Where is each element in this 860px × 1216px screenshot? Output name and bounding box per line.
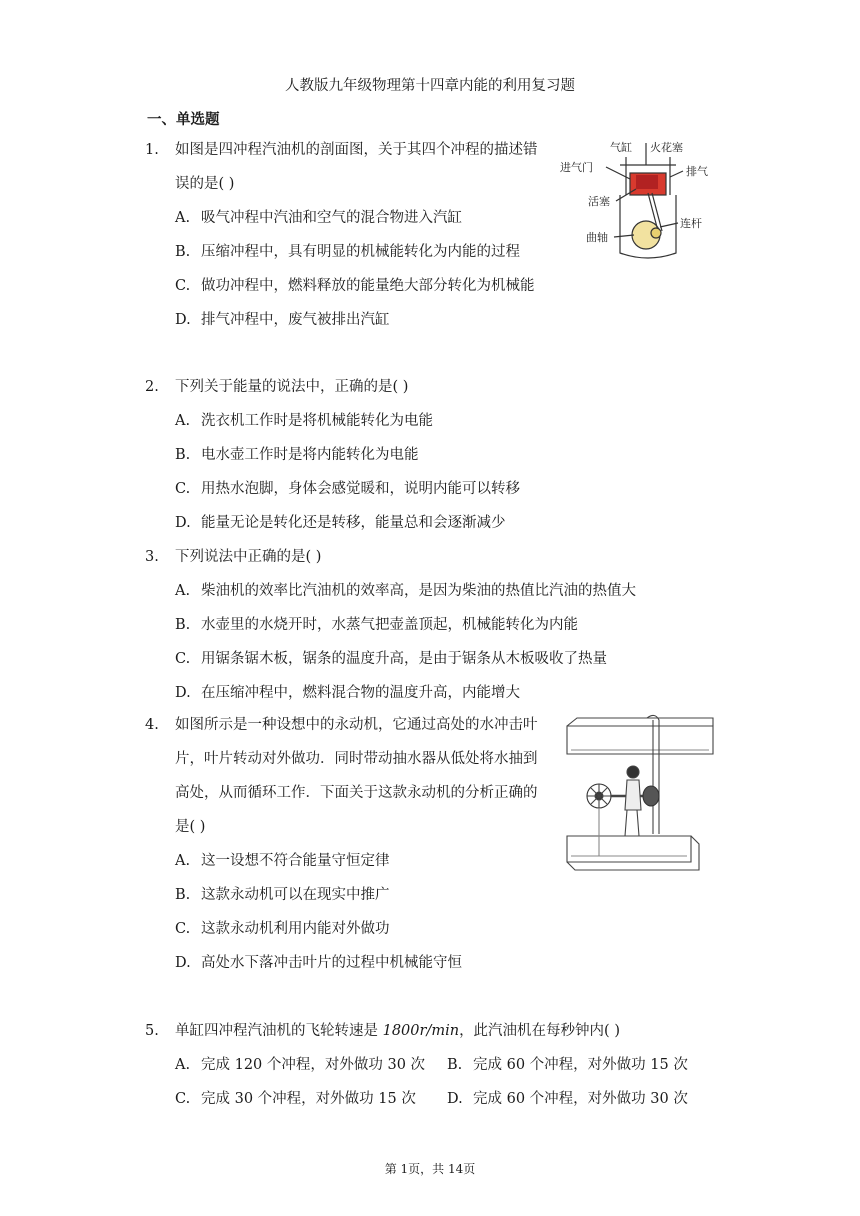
option-letter: B. [175,244,191,260]
option-letter: D. [175,685,191,701]
option-letter: C. [175,278,191,294]
question-number: 3. [145,549,159,565]
option-text: 完成 60 个冲程，对外做功 15 次 [473,1057,688,1073]
option-letter: D. [175,955,191,971]
label-exhaust: 排气 [686,165,708,178]
question-stem-line: 下列关于能量的说法中，正确的是( ) [175,379,409,395]
question-4 [145,708,565,980]
option-letter: B. [175,617,191,633]
question-stem [175,1014,620,1048]
question-number: 2. [145,379,159,395]
option-text: 电水壶工作时是将内能转化为电能 [201,447,419,463]
option-text: 做功冲程中，燃料释放的能量绝大部分转化为机械能 [201,278,535,294]
question-1 [145,133,565,333]
label-spark-plug: 火花塞 [650,141,683,154]
question-stem-line: 如图所示是一种设想中的永动机，它通过高处的水冲击叶 [175,717,538,733]
section-heading: 一、单选题 [147,112,220,128]
option-d [175,506,506,540]
option-letter: A. [175,210,191,226]
option-c [175,912,390,946]
option-a [175,404,433,438]
option-letter: D. [447,1091,463,1107]
option-c [175,1082,416,1116]
page-footer: 第 1页，共 14页 [384,1162,476,1176]
option-text: 压缩冲程中，具有明显的机械能转化为内能的过程 [201,244,520,260]
option-d [175,676,520,710]
question-stem-text: ，此汽油机在每秒钟内( ) [459,1023,620,1039]
option-a [175,574,636,608]
option-b [175,438,419,472]
option-letter: A. [175,1057,191,1073]
label-intake-valve: 进气门 [560,161,593,174]
option-letter: A. [175,583,191,599]
option-text: 用锯条锯木板，锯条的温度升高，是由于锯条从木板吸收了热量 [201,651,607,667]
option-letter: A. [175,413,191,429]
option-text: 完成 30 个冲程，对外做功 15 次 [201,1091,416,1107]
option-text: 这一设想不符合能量守恒定律 [201,853,390,869]
page-title: 人教版九年级物理第十四章内能的利用复习题 [285,78,575,94]
question-2 [145,370,745,540]
option-letter: B. [175,887,191,903]
option-text: 完成 60 个冲程，对外做功 30 次 [473,1091,688,1107]
option-text: 在压缩冲程中，燃料混合物的温度升高，内能增大 [201,685,520,701]
rotation-speed: 1800r/min [382,1023,460,1039]
question-stem-line: 误的是( ) [175,176,235,192]
option-letter: C. [175,651,191,667]
option-letter: B. [175,447,191,463]
option-a [175,844,390,878]
label-cylinder: 气缸 [610,141,632,154]
option-letter: C. [175,1091,191,1107]
question-3 [145,540,745,710]
option-text: 排气冲程中，废气被排出汽缸 [201,312,390,328]
question-5 [145,1014,745,1114]
option-c [175,472,520,506]
option-text: 柴油机的效率比汽油机的效率高，是因为柴油的热值比汽油的热值大 [201,583,636,599]
option-text: 这款永动机可以在现实中推广 [201,887,390,903]
label-connecting-rod: 连杆 [680,217,702,230]
question-number: 5. [145,1023,159,1039]
perpetual-motion-illustration [565,710,715,875]
question-stem-line: 下列说法中正确的是( ) [175,549,322,565]
option-letter: B. [447,1057,463,1073]
option-letter: D. [175,312,191,328]
question-stem-text: 单缸四冲程汽油机的飞轮转速是 [175,1023,378,1039]
option-text: 能量无论是转化还是转移，能量总和会逐渐减少 [201,515,506,531]
engine-diagram [558,135,718,265]
question-stem-line: 是( ) [175,819,206,835]
option-text: 完成 120 个冲程，对外做功 30 次 [201,1057,426,1073]
option-b [175,608,578,642]
question-stem-line: 如图是四冲程汽油机的剖面图，关于其四个冲程的描述错 [175,142,538,158]
option-text: 这款永动机利用内能对外做功 [201,921,390,937]
option-c [175,642,607,676]
option-d [175,946,462,980]
option-c [175,269,535,303]
option-a [175,1048,425,1082]
question-stem-line: 高处，从而循环工作．下面关于这款永动机的分析正确的 [175,785,538,801]
label-crankshaft: 曲轴 [586,231,608,244]
option-letter: C. [175,921,191,937]
option-text: 水壶里的水烧开时，水蒸气把壶盖顶起，机械能转化为内能 [201,617,578,633]
question-number: 4. [145,717,159,733]
option-d [447,1082,688,1116]
option-text: 洗衣机工作时是将机械能转化为电能 [201,413,433,429]
option-letter: D. [175,515,191,531]
question-number: 1. [145,142,159,158]
option-b [175,235,520,269]
option-a [175,201,462,235]
option-b [447,1048,688,1082]
option-d [175,303,390,337]
option-b [175,878,390,912]
option-text: 用热水泡脚，身体会感觉暖和，说明内能可以转移 [201,481,520,497]
option-text: 高处水下落冲击叶片的过程中机械能守恒 [201,955,462,971]
option-text: 吸气冲程中汽油和空气的混合物进入汽缸 [201,210,462,226]
label-piston: 活塞 [588,195,610,208]
question-stem-line: 片，叶片转动对外做功．同时带动抽水器从低处将水抽到 [175,751,538,767]
option-letter: A. [175,853,191,869]
option-letter: C. [175,481,191,497]
